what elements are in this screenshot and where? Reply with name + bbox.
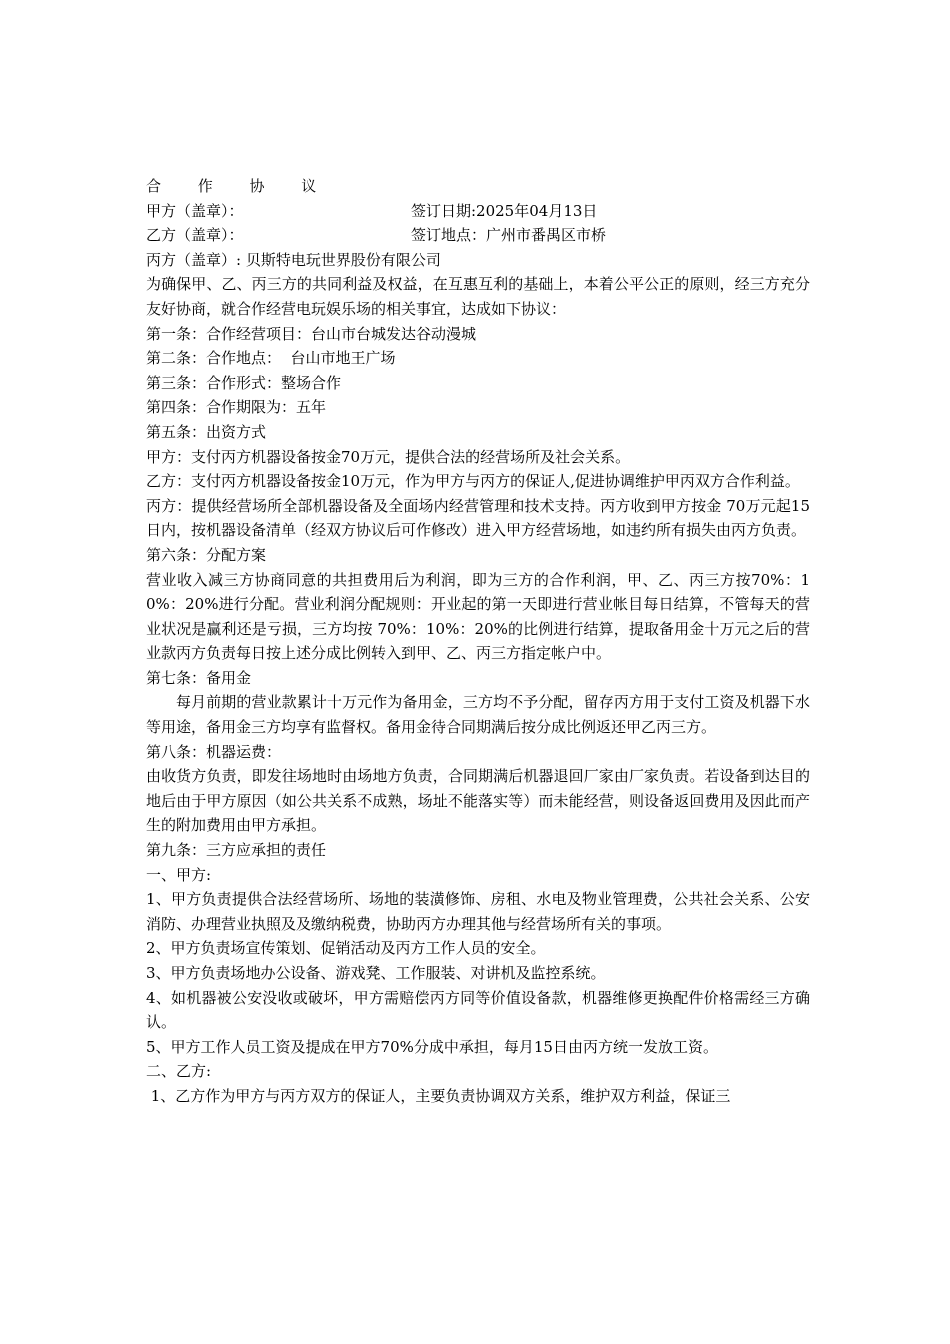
party-c-label: 丙方（盖章）: 贝斯特电玩世界股份有限公司 [146,250,441,269]
party-a-label: 甲方（盖章）： [146,201,244,220]
article-4: 第四条：合作期限为：五年 [146,398,327,417]
article-2: 第二条：合作地点： 台山市地王广场 [146,349,396,368]
sign-place: 签订地点：广州市番禺区市桥 [411,226,607,245]
article-5-heading: 第五条：出资方式 [146,422,267,441]
article-1: 第一条：合作经营项目：台山市台城发达谷动漫城 [146,324,477,343]
party-a-duty-item: 5、甲方工作人员工资及提成在甲方70%分成中承担，每月15日由丙方统一发放工资。 [146,1037,718,1056]
article-9-heading: 第九条：三方应承担的责任 [146,841,327,860]
party-b-label: 乙方（盖章）： [146,226,244,245]
article-7-heading: 第七条：备用金 [146,668,252,687]
document-page [146,174,810,1109]
article-6-body: 营业收入减三方协商同意的共担费用后为利润，即为三方的合作利润，甲、乙、丙三方按70%：10%：20%进行分配。营业利润分配规则：开业起的第一天即进行营业帐目每日结算，不管每天的营业状况是赢利还是亏损，三方均按 70%：10%：20%的比例进行结算，提取备用金十万元之后的营业款丙方负责每日按上述分成比例转入到甲、乙、丙三方指定帐户中。 [146,570,810,663]
article-8-body: 由收货方负责，即发往场地时由场地方负责，合同期满后机器退回厂家由厂家负责。若设备到达目的地后由于甲方原因（如公共关系不成熟，场址不能落实等）而未能经营，则设备返回费用及因此而产生的附加费用由甲方承担。 [146,767,810,835]
party-a-duty-item: 1、甲方负责提供合法经营场所、场地的装潢修饰、房租、水电及物业管理费，公共社会关系、公安消防、办理营业执照及及缴纳税费，协助丙方办理其他与经营场所有关的事项。 [146,890,810,933]
article-6-heading: 第六条：分配方案 [146,545,267,564]
article-5-party-c: 丙方：提供经营场所全部机器设备及全面场内经营管理和技术支持。丙方收到甲方按金 70万元起15日内，按机器设备清单（经双方协议后可作修改）进入甲方经营场地，如违约所有损失由丙方负责。 [146,496,810,540]
party-a-duty-item: 3、甲方负责场地办公设备、游戏凳、工作服装、对讲机及监控系统。 [146,964,606,982]
sign-date: 签订日期:2025年04月13日 [411,201,598,220]
party-b-duties-heading: 二、乙方: [146,1062,212,1081]
article-7-body: 每月前期的营业款累计十万元作为备用金，三方均不予分配，留存丙方用于支付工资及机器下水等用途，备用金三方均享有监督权。备用金待合同期满后按分成比例返还甲乙丙三方。 [146,693,810,737]
article-5-party-b: 乙方：支付丙方机器设备按金10万元，作为甲方与丙方的保证人,促进协调维护甲丙双方合作利益。 [146,472,800,491]
header-row-party-a [146,199,810,224]
party-b-duty-item: 1、乙方作为甲方与丙方双方的保证人，主要负责协调双方关系，维护双方利益，保证三 [146,1086,731,1105]
party-a-duty-item: 2、甲方负责场宣传策划、促销活动及丙方工作人员的安全。 [146,939,546,958]
header-row-party-b [146,223,810,248]
party-a-duties-heading: 一、甲方: [146,865,212,884]
article-8-heading: 第八条：机器运费： [146,742,282,761]
article-5-party-a: 甲方：支付丙方机器设备按金70万元，提供合法的经营场所及社会关系。 [146,447,631,466]
party-a-duty-item: 4、如机器被公安没收或破坏，甲方需赔偿丙方同等价值设备款，机器维修更换配件价格需经三方确认。 [146,988,810,1032]
article-3: 第三条：合作形式：整场合作 [146,373,342,392]
preamble: 为确保甲、乙、丙三方的共同利益及权益，在互惠互利的基础上，本着公平公正的原则，经三方充分友好协商，就合作经营电玩娱乐场的相关事宜，达成如下协议： [146,275,810,318]
document-title: 合 作 协 议 [146,177,333,195]
